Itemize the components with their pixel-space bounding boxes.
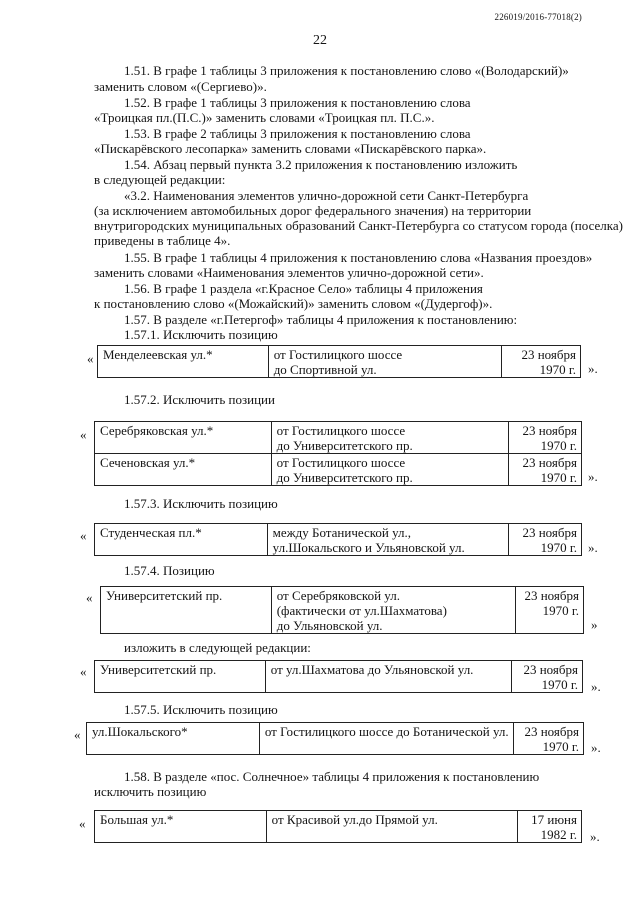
route-cell: от Красивой ул.до Прямой ул. bbox=[266, 811, 517, 843]
table-1-57-2 bbox=[94, 421, 582, 486]
table-row bbox=[95, 661, 583, 693]
date-cell: 23 ноября 1970 г. bbox=[509, 454, 582, 486]
open-quote: « bbox=[80, 528, 87, 543]
route-cell: от ул.Шахматова до Ульяновской ул. bbox=[265, 661, 511, 693]
paragraph-1-53-line2: «Пискарёвского лесопарка» заменить словами «Пискарёвского парка». bbox=[94, 141, 487, 156]
route-cell: между Ботанической ул., ул.Шокальского и Ульяновской ул. bbox=[267, 524, 508, 556]
paragraph-1-51-line2: заменить словом «(Сергиево)». bbox=[94, 79, 267, 94]
table-1-57-5 bbox=[86, 722, 584, 755]
date-cell: 17 июня 1982 г. bbox=[518, 811, 582, 843]
paragraph-1-52-line2: «Троицкая пл.(П.С.)» заменить словами «Троицкая пл. П.С.». bbox=[94, 110, 435, 125]
street-name-cell: Менделеевская ул.* bbox=[98, 346, 269, 378]
subsection-1-57-2: 1.57.2. Исключить позиции bbox=[124, 392, 275, 407]
route-cell: от Гостилицкого шоссе до Университетского пр. bbox=[271, 422, 508, 454]
paragraph-1-58-line1: 1.58. В разделе «пос. Солнечное» таблицы 4 приложения к постановлению bbox=[124, 769, 540, 784]
open-quote: « bbox=[79, 816, 86, 831]
paragraph-1-57-line1: 1.57. В разделе «г.Петергоф» таблицы 4 приложения к постановлению: bbox=[124, 312, 518, 327]
document-id: 226019/2016-77018(2) bbox=[494, 12, 582, 22]
table-row bbox=[95, 422, 582, 454]
subsection-1-57-1: 1.57.1. Исключить позицию bbox=[124, 327, 278, 342]
route-cell: от Серебряковской ул. (фактически от ул.Шахматова) до Ульяновской ул. bbox=[271, 587, 515, 634]
paragraph-1-51-line1: 1.51. В графе 1 таблицы 3 приложения к постановлению слово «(Володарский)» bbox=[124, 63, 569, 78]
close-quote: ». bbox=[588, 361, 598, 376]
close-quote: ». bbox=[591, 740, 601, 755]
close-quote: ». bbox=[591, 679, 601, 694]
subsection-1-57-5: 1.57.5. Исключить позицию bbox=[124, 702, 278, 717]
paragraph-1-52-line1: 1.52. В графе 1 таблицы 3 приложения к постановлению слова bbox=[124, 95, 471, 110]
route-cell: от Гостилицкого шоссе до Университетского пр. bbox=[271, 454, 508, 486]
paragraph-1-54-quote3: внутригородских муниципальных образований Санкт-Петербурга со статусом города (поселка) bbox=[94, 218, 623, 233]
paragraph-1-54-quote2: (за исключением автомобильных дорог федерального значения) на территории bbox=[94, 203, 532, 218]
street-name-cell: Университетский пр. bbox=[101, 587, 272, 634]
date-cell: 23 ноября 1970 г. bbox=[509, 524, 582, 556]
paragraph-1-56-line2: к постановлению слово «(Можайский)» заменить словом «(Дудергоф)». bbox=[94, 296, 493, 311]
subsection-1-57-3: 1.57.3. Исключить позицию bbox=[124, 496, 278, 511]
table-row bbox=[95, 454, 582, 486]
open-quote: « bbox=[80, 664, 87, 679]
table-row bbox=[95, 524, 582, 556]
subsection-1-57-4: 1.57.4. Позицию bbox=[124, 563, 215, 578]
table-row bbox=[101, 587, 584, 634]
paragraph-1-58-line2: исключить позицию bbox=[94, 784, 207, 799]
street-name-cell: Университетский пр. bbox=[95, 661, 266, 693]
close-quote: ». bbox=[588, 540, 598, 555]
page-number: 22 bbox=[313, 33, 327, 48]
date-cell: 23 ноября 1970 г. bbox=[516, 587, 584, 634]
open-quote: « bbox=[80, 427, 87, 442]
street-name-cell: Студенческая пл.* bbox=[95, 524, 268, 556]
open-quote: « bbox=[86, 590, 93, 605]
close-quote: ». bbox=[590, 829, 600, 844]
paragraph-1-54-line1: 1.54. Абзац первый пункта 3.2 приложения к постановлению изложить bbox=[124, 157, 518, 172]
table-1-58 bbox=[94, 810, 582, 843]
date-cell: 23 ноября 1970 г. bbox=[502, 346, 581, 378]
close-quote: » bbox=[591, 617, 598, 632]
route-cell: от Гостилицкого шоссе до Спортивной ул. bbox=[268, 346, 501, 378]
rewrite-caption: изложить в следующей редакции: bbox=[124, 640, 311, 655]
date-cell: 23 ноября 1970 г. bbox=[509, 422, 582, 454]
paragraph-1-54-quote4: приведены в таблице 4». bbox=[94, 233, 231, 248]
open-quote: « bbox=[74, 727, 81, 742]
paragraph-1-55-line1: 1.55. В графе 1 таблицы 4 приложения к постановлению слова «Названия проездов» bbox=[124, 250, 593, 265]
table-row bbox=[95, 811, 582, 843]
street-name-cell: Сеченовская ул.* bbox=[95, 454, 272, 486]
open-quote: « bbox=[87, 351, 94, 366]
table-row bbox=[98, 346, 581, 378]
street-name-cell: ул.Шокальского* bbox=[87, 723, 260, 755]
paragraph-1-54-quote1: «3.2. Наименования элементов улично-дорожной сети Санкт-Петербурга bbox=[124, 188, 529, 203]
date-cell: 23 ноября 1970 г. bbox=[513, 723, 583, 755]
paragraph-1-56-line1: 1.56. В графе 1 раздела «г.Красное Село» таблицы 4 приложения bbox=[124, 281, 483, 296]
table-1-57-4-new bbox=[94, 660, 583, 693]
route-cell: от Гостилицкого шоссе до Ботанической ул. bbox=[259, 723, 513, 755]
table-1-57-4 bbox=[100, 586, 584, 634]
paragraph-1-53-line1: 1.53. В графе 2 таблицы 3 приложения к постановлению слова bbox=[124, 126, 471, 141]
table-row bbox=[87, 723, 584, 755]
paragraph-1-55-line2: заменить словами «Наименования элементов улично-дорожной сети». bbox=[94, 265, 484, 280]
street-name-cell: Большая ул.* bbox=[95, 811, 267, 843]
table-1-57-1 bbox=[97, 345, 581, 378]
paragraph-1-54-line2: в следующей редакции: bbox=[94, 172, 226, 187]
street-name-cell: Серебряковская ул.* bbox=[95, 422, 272, 454]
date-cell: 23 ноября 1970 г. bbox=[512, 661, 583, 693]
table-1-57-3 bbox=[94, 523, 582, 556]
close-quote: ». bbox=[588, 469, 598, 484]
